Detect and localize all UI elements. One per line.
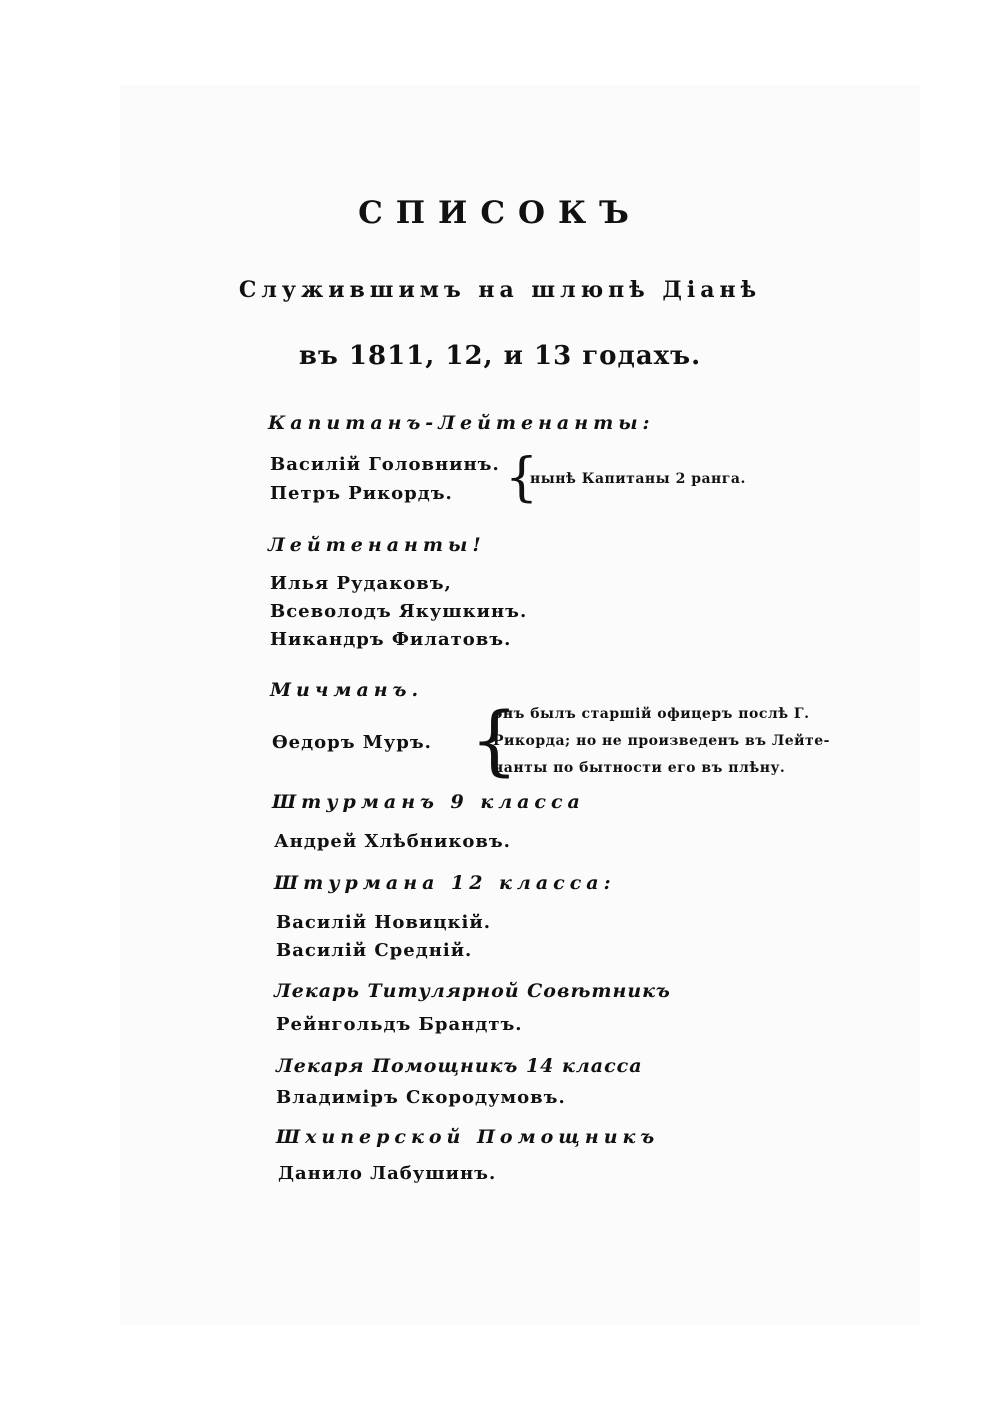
note-line: нанты по бытности его въ плѣну.: [493, 760, 786, 776]
section-heading-midshipman: Мичманъ.: [270, 679, 424, 701]
brace-icon: {: [470, 695, 519, 784]
crew-name: Андрей Хлѣбниковъ.: [274, 831, 511, 852]
section-heading-surgeon-assistant: Лекаря Помощникъ 14 класса: [276, 1055, 643, 1077]
crew-name: Василій Новицкій.: [276, 912, 491, 933]
crew-name: Ѳедоръ Муръ.: [272, 732, 432, 753]
note-line: Рикорда; но не произведенъ въ Лейте-: [493, 733, 830, 749]
crew-name: Василій Головнинъ.: [270, 454, 500, 475]
brace-icon: {: [505, 448, 539, 508]
rank-note: нынѣ Капитаны 2 ранга.: [530, 471, 746, 487]
crew-name: Василій Средній.: [276, 940, 473, 961]
section-heading-surgeon: Лекарь Титулярной Совѣтникъ: [274, 980, 671, 1002]
crew-name: Данило Лабушинъ.: [278, 1163, 497, 1184]
crew-name: Рейнгольдъ Брандтъ.: [276, 1014, 523, 1035]
crew-name: Никандръ Филатовъ.: [270, 629, 512, 650]
note-line: онъ былъ старшій офицеръ послѣ Г.: [493, 706, 810, 722]
page-subtitle: Служившимъ на шлюпѣ Діанѣ: [238, 277, 762, 303]
crew-name: Петръ Рикордъ.: [270, 483, 453, 504]
section-heading-lieutenants: Лейтенанты!: [268, 534, 486, 556]
section-heading-skipper-assistant: Шхиперской Помощникъ: [276, 1126, 660, 1148]
crew-name: Владиміръ Скородумовъ.: [276, 1087, 566, 1108]
crew-name: Илья Рудаковъ,: [270, 573, 452, 594]
section-heading-navigator-9: Штурманъ 9 класса: [272, 791, 585, 813]
crew-name: Всеволодъ Якушкинъ.: [270, 601, 528, 622]
years-line: въ 1811, 12, и 13 годахъ.: [298, 341, 702, 371]
section-heading-navigators-12: Штурмана 12 класса:: [274, 872, 616, 894]
page-title: СПИСОКЪ: [358, 195, 642, 231]
section-heading-captains: Капитанъ-Лейтенанты:: [268, 412, 655, 434]
